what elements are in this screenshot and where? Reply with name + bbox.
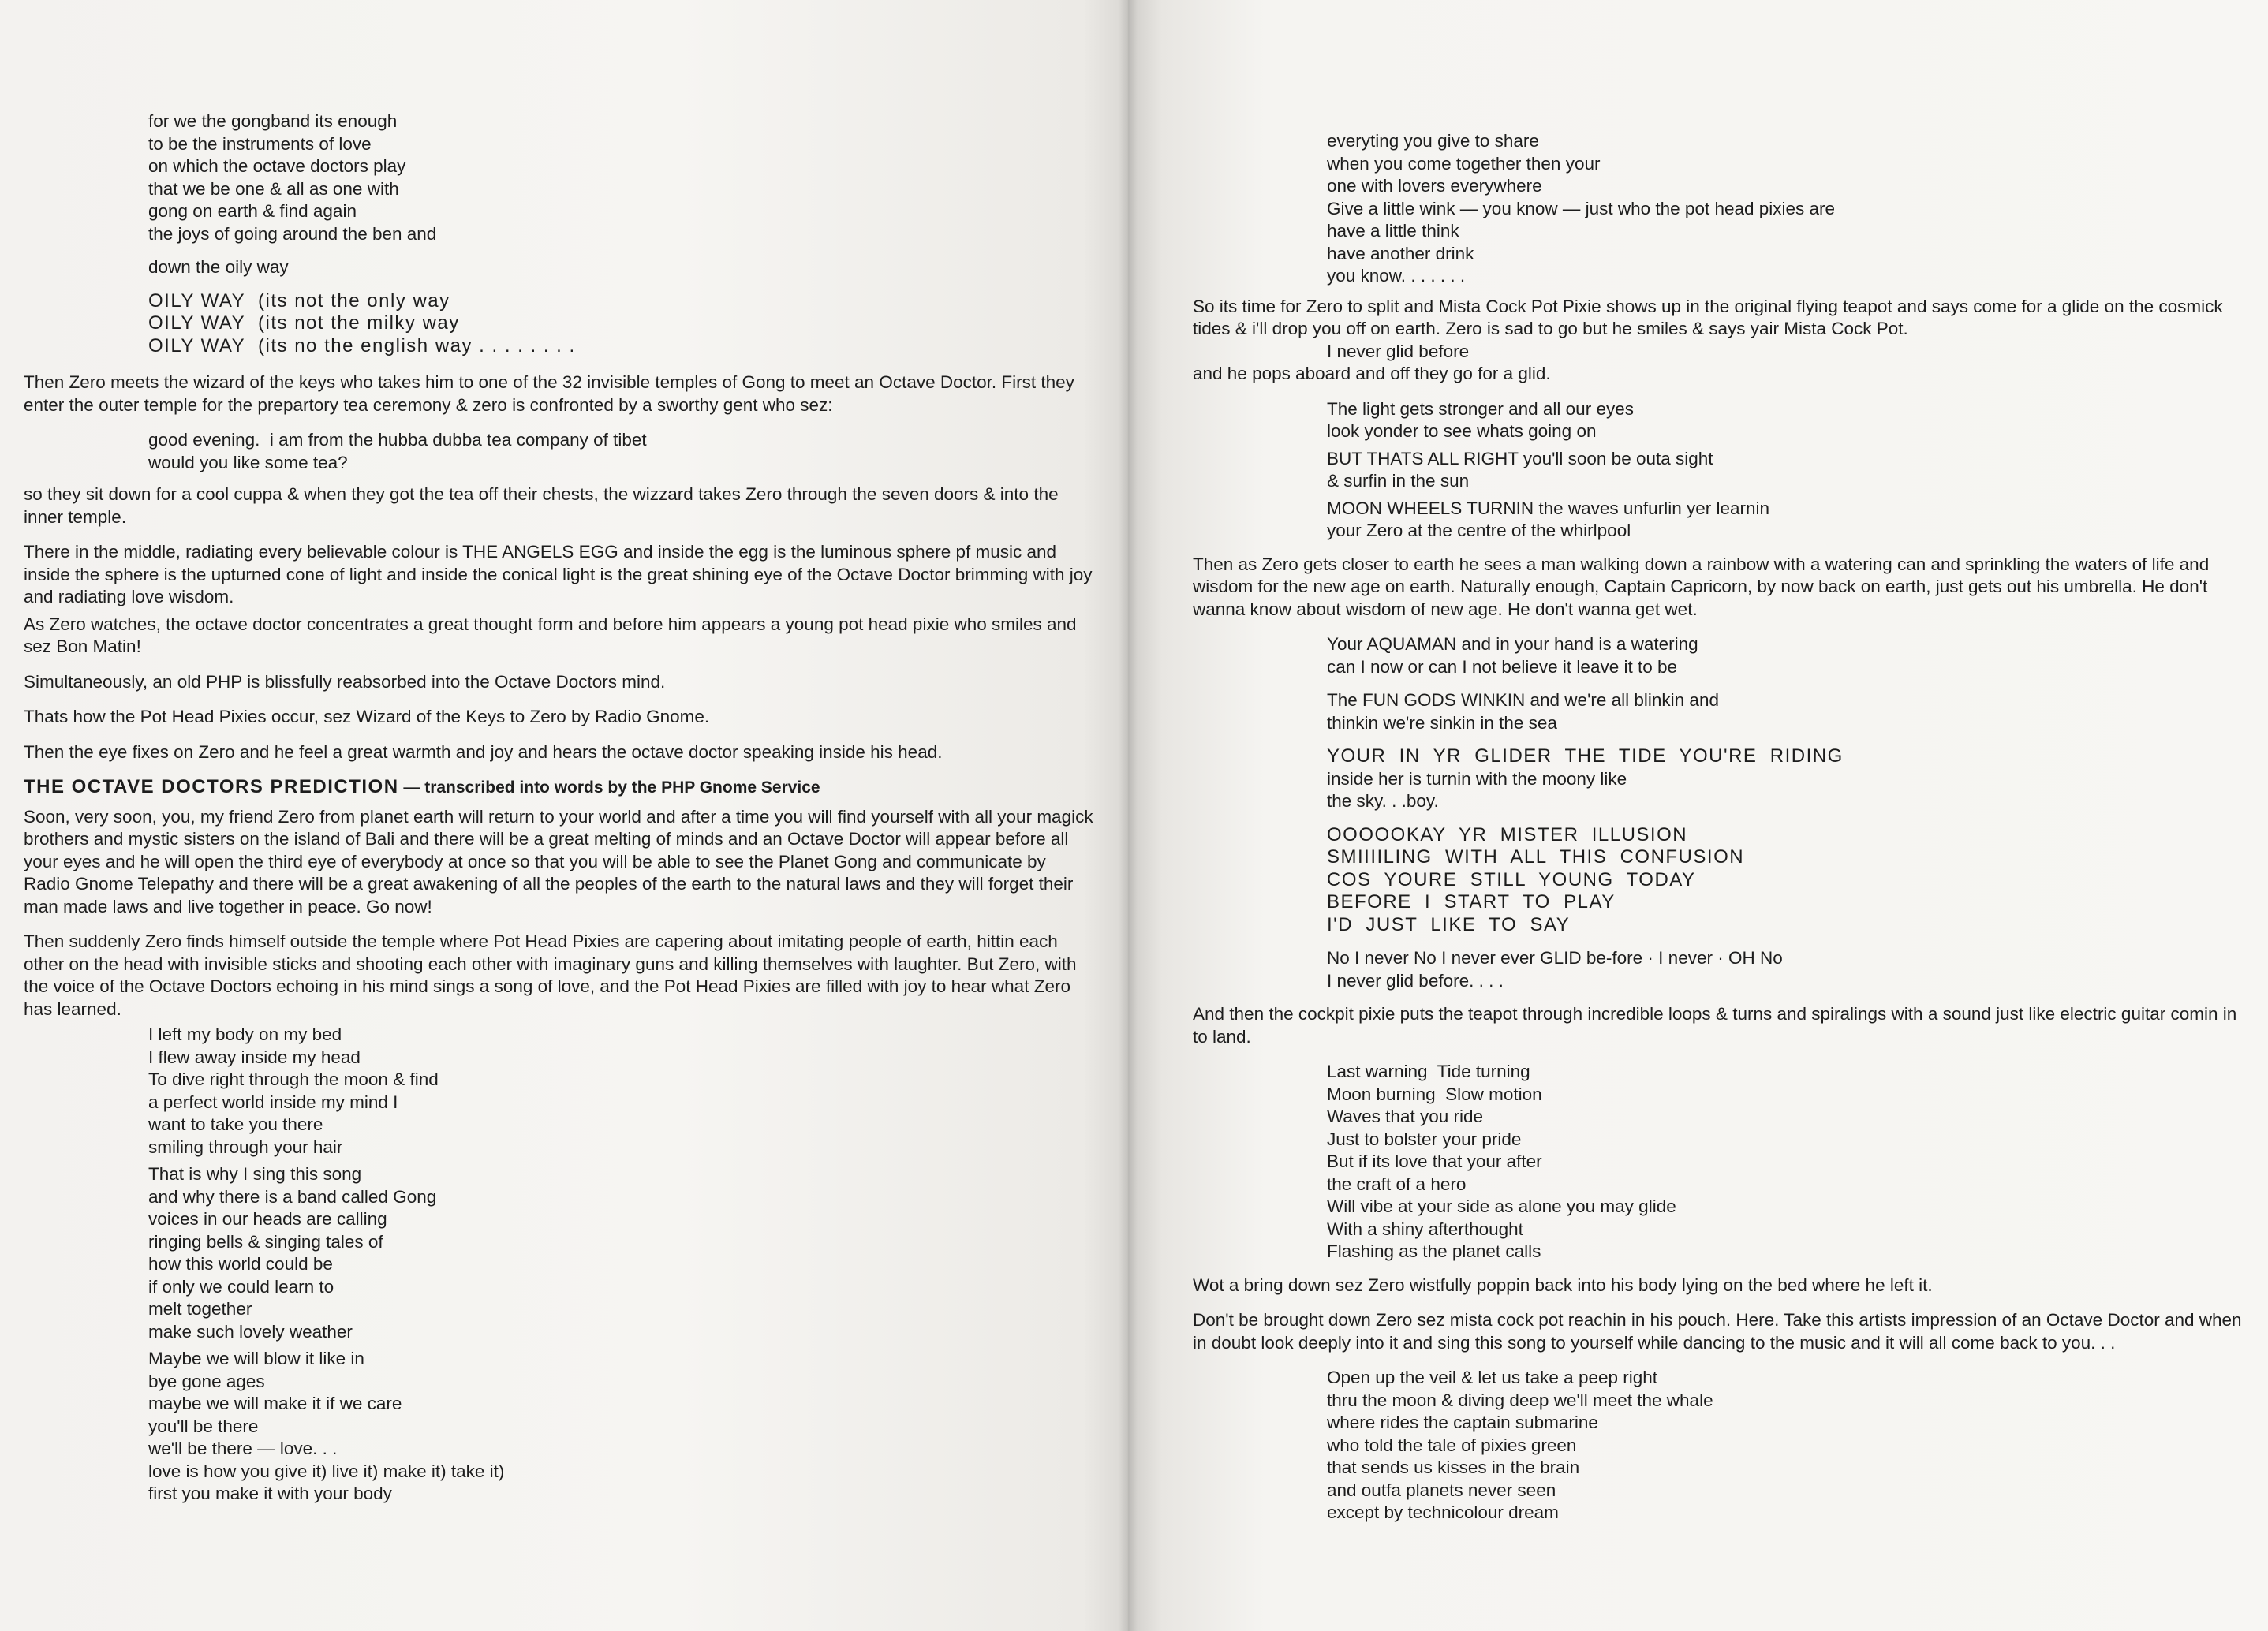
- para-wizard: Then Zero meets the wizard of the keys who takes him to one of the 32 invisible temples of Gong to meet an Octave Doctor. First they enter the outer temple for the prepartory tea ceremony & zero is confronted by a sworthy gent who sez:: [24, 372, 1074, 415]
- verse-gongband-line: on which the octave doctors play: [148, 156, 406, 176]
- verse-aquaman-line: Your AQUAMAN and in your hand is a watering: [1327, 634, 1698, 654]
- song-verse-2-line: and why there is a band called Gong: [148, 1186, 437, 1207]
- verse-warning-line: But if its love that your after: [1327, 1151, 1542, 1171]
- verse-oily-way-line: OILY WAY (its not the only way: [148, 289, 450, 312]
- verse-gongband-line: for we the gongband its enough: [148, 111, 398, 131]
- verse-warning-line: the craft of a hero: [1327, 1174, 1467, 1194]
- verse-share: [1327, 130, 2250, 288]
- song-verse-3-line: bye gone ages: [148, 1371, 265, 1391]
- tea-quote-line: good evening. i am from the hubba dubba tea company of tibet: [148, 430, 647, 450]
- verse-veil-line: and outfa planets never seen: [1327, 1480, 1556, 1500]
- song-verse-3-line: love is how you give it) live it) make it) take it): [148, 1461, 505, 1481]
- left-page-content: [24, 110, 1097, 1517]
- verse-gongband-line: gong on earth & find again: [148, 201, 357, 221]
- verse-fungods-line: thinkin we're sinkin in the sea: [1327, 712, 1557, 733]
- verse-warning-line: Last warning Tide turning: [1327, 1062, 1530, 1081]
- verse-gongband-line: to be the instruments of love: [148, 133, 372, 154]
- verse-fungods: [1327, 689, 2250, 734]
- song-verse-1: [148, 1024, 1097, 1159]
- song-verse-1-line: smiling through your hair: [148, 1136, 343, 1157]
- verse-light-b: [1327, 448, 2250, 493]
- verse-aquaman-line: can I now or can I not believe it leave it to be: [1327, 656, 1678, 677]
- song-verse-3-line: Maybe we will blow it like in: [148, 1349, 364, 1368]
- verse-glider-lines-line: inside her is turnin with the moony like: [1327, 768, 1627, 789]
- verse-oily-way: [148, 290, 1097, 358]
- verse-share-line: have a little think: [1327, 221, 1459, 241]
- para-thats: Thats how the Pot Head Pixies occur, sez Wizard of the Keys to Zero by Radio Gnome.: [24, 707, 710, 726]
- verse-light-c-line: MOON WHEELS TURNIN the waves unfurlin yer learnin: [1327, 498, 1770, 518]
- verse-never: [1327, 947, 2250, 992]
- verse-warning-line: With a shiny afterthought: [1327, 1219, 1523, 1239]
- para-dontbe: Don't be brought down Zero sez mista cock pot reachin in his pouch. Here. Take this artists impression of an Octave Doctor and when in doubt look deeply into it and sing this song to yourself while dancing to the music and it will all come back to you. . .: [1193, 1310, 2242, 1353]
- verse-illusion-line: BEFORE I START TO PLAY: [1327, 891, 1616, 913]
- verse-veil-line: thru the moon & diving deep we'll meet the whale: [1327, 1390, 1713, 1410]
- song-verse-2-line: if only we could learn to: [148, 1276, 334, 1297]
- verse-glider-caps: YOUR IN YR GLIDER THE TIDE YOU'RE RIDING: [1327, 745, 1844, 767]
- verse-share-line: Give a little wink — you know — just who the pot head pixies are: [1327, 198, 1836, 218]
- glid-quote: I never glid before: [1327, 341, 1470, 361]
- para-thought: As Zero watches, the octave doctor concentrates a great thought form and before him appears a young pot head pixie who smiles and sez Bon Matin!: [24, 614, 1077, 656]
- verse-illusion-line: OOOOOKAY YR MISTER ILLUSION: [1327, 823, 1688, 845]
- binding-gutter: [1119, 0, 1138, 1631]
- verse-illusion: [1327, 824, 2250, 937]
- verse-oily-way-line: OILY WAY (its no the english way . . . . . . . .: [148, 334, 576, 356]
- song-verse-2-line: ringing bells & singing tales of: [148, 1231, 383, 1252]
- tea-quote-line: would you like some tea?: [148, 452, 348, 472]
- verse-light-c-line: your Zero at the centre of the whirlpool: [1327, 521, 1631, 540]
- verse-light-a-line: The light gets stronger and all our eyes: [1327, 398, 1634, 419]
- song-verse-2-line: make such lovely weather: [148, 1321, 353, 1342]
- song-verse-2-line: voices in our heads are calling: [148, 1209, 387, 1229]
- song-verse-1-line: I left my body on my bed: [148, 1025, 342, 1044]
- verse-aquaman: [1327, 633, 2250, 678]
- verse-veil-line: who told the tale of pixies green: [1327, 1435, 1577, 1455]
- verse-light-a: [1327, 398, 2250, 443]
- verse-share-line: you know. . . . . . .: [1327, 266, 1466, 286]
- verse-warning-line: Will vibe at your side as alone you may glide: [1327, 1196, 1676, 1216]
- song-verse-1-line: To dive right through the moon & find: [148, 1069, 439, 1089]
- para-rainbow: Then as Zero gets closer to earth he sees a man walking down a rainbow with a watering can and sprinkling the waters of life and wisdom for the new age on earth. Naturally enough, Captain Capricorn, by now back on earth, just gets out his umbrella. He don't wanna know about wisdom of new age. He don't wanna get wet.: [1193, 554, 2210, 619]
- verse-gongband-line: that we be one & all as one with: [148, 178, 399, 199]
- verse-glider: [1327, 745, 2250, 813]
- verse-share-line: one with lovers everywhere: [1327, 176, 1542, 196]
- song-verse-2-line: That is why I sing this song: [148, 1164, 362, 1184]
- tea-quote: [148, 429, 1097, 474]
- verse-light-a-line: look yonder to see whats going on: [1327, 421, 1597, 441]
- para-eye: Then the eye fixes on Zero and he feel a great warmth and joy and hears the octave doctor speaking inside his head.: [24, 741, 943, 762]
- para-cuppa: so they sit down for a cool cuppa & when they got the tea off their chests, the wizzard takes Zero through the seven doors & into the inner temple.: [24, 484, 1059, 527]
- verse-warning-line: Moon burning Slow motion: [1327, 1084, 1542, 1104]
- verse-gongband-line: the joys of going around the ben and: [148, 223, 437, 244]
- verse-light-b-line: BUT THATS ALL RIGHT you'll soon be outa sight: [1327, 448, 1713, 468]
- para-outside: Then suddenly Zero finds himself outside the temple where Pot Head Pixies are capering about imitating people of earth, hittin each other on the head with invisible sticks and shooting each other with imaginary guns and killing themselves with laughter. But Zero, with the voice of the Octave Doctors echoing in his mind sings a song of love, and the Pot Head Pixies are filled with joy to hear what Zero has learned.: [24, 931, 1077, 1019]
- verse-light-b-line: & surfin in the sun: [1327, 471, 1470, 491]
- verse-oily-way-line: OILY WAY (its not the milky way: [148, 312, 460, 334]
- song-verse-1-line: I flew away inside my head: [148, 1047, 361, 1067]
- verse-never-line: I never glid before. . . .: [1327, 970, 1504, 991]
- left-page: [0, 0, 1128, 1631]
- prediction-heading-subtitle: — transcribed into words by the PHP Gnome Service: [398, 778, 820, 797]
- song-verse-2-line: melt together: [148, 1299, 252, 1319]
- prediction-heading-title: THE OCTAVE DOCTORS PREDICTION: [24, 776, 399, 797]
- para-cockpit: And then the cockpit pixie puts the teapot through incredible loops & turns and spiralings with a sound just like electric guitar comin in to land.: [1193, 1004, 2237, 1047]
- verse-glider-lines: [1327, 768, 2250, 813]
- song-verse-3-line: maybe we will make it if we care: [148, 1394, 402, 1413]
- para-bringdown: Wot a bring down sez Zero wistfully poppin back into his body lying on the bed where he left it.: [1193, 1275, 1933, 1295]
- right-page: [1128, 0, 2268, 1631]
- verse-veil-line: where rides the captain submarine: [1327, 1413, 1598, 1432]
- verse-warning: [1327, 1061, 2250, 1263]
- verse-illusion-line: SMIIIILING WITH ALL THIS CONFUSION: [1327, 846, 1745, 868]
- song-verse-2: [148, 1163, 1097, 1343]
- song-verse-3-line: you'll be there: [148, 1416, 259, 1436]
- para-egg: There in the middle, radiating every believable colour is THE ANGELS EGG and inside the egg is the luminous sphere pf music and inside the sphere is the upturned cone of light and inside the conical light is the great shining eye of the Octave Doctor brimming with joy and radiating love wisdom.: [24, 542, 1093, 606]
- verse-share-line: have another drink: [1327, 243, 1474, 263]
- song-verse-1-line: want to take you there: [148, 1114, 323, 1134]
- verse-glider-lines-line: the sky. . .boy.: [1327, 791, 1439, 811]
- para-prediction: Soon, very soon, you, my friend Zero from planet earth will return to your world and after a time you will find yourself with all your magick brothers and mystic sisters on the island of Bali and there will be a great melting of minds and an Octave Doctor will appear before all your eyes and he will open the third eye of everybody at once so that you will be able to see the Planet Gong and communicate by Radio Gnome Telepathy and there will be a great awakening of all the peoples of the earth to the natural laws and they will forget their man made laws and live together in peace. Go now!: [24, 806, 1093, 916]
- verse-veil-line: except by technicolour dream: [1327, 1502, 1559, 1522]
- verse-fungods-line: The FUN GODS WINKIN and we're all blinkin and: [1327, 690, 1719, 710]
- para-php: Simultaneously, an old PHP is blissfully reabsorbed into the Octave Doctors mind.: [24, 671, 666, 692]
- song-verse-3-line: first you make it with your body: [148, 1484, 392, 1503]
- verse-illusion-line: COS YOURE STILL YOUNG TODAY: [1327, 868, 1696, 890]
- para-split: So its time for Zero to split and Mista Cock Pot Pixie shows up in the original flying teapot and says come for a glide on the cosmick tides & i'll drop you off on earth. Zero is sad to go but he smiles & says yair Mista Cock Pot.: [1193, 296, 2223, 338]
- verse-share-line: when you come together then your: [1327, 153, 1601, 174]
- song-verse-2-line: how this world could be: [148, 1254, 333, 1274]
- prediction-heading: [24, 776, 1097, 800]
- verse-warning-line: Just to bolster your pride: [1327, 1129, 1522, 1149]
- verse-veil-line: Open up the veil & let us take a peep right: [1327, 1368, 1658, 1387]
- oily-intro: down the oily way: [148, 257, 289, 277]
- verse-never-line: No I never No I never ever GLID be-fore · I never · OH No: [1327, 948, 1783, 968]
- verse-share-line: everyting you give to share: [1327, 131, 1539, 151]
- verse-warning-line: Flashing as the planet calls: [1327, 1241, 1541, 1261]
- verse-light-c: [1327, 498, 2250, 543]
- para-pops: and he pops aboard and off they go for a glid.: [1193, 364, 1551, 383]
- song-verse-1-line: a perfect world inside my mind I: [148, 1092, 398, 1112]
- verse-veil: [1327, 1367, 2250, 1525]
- verse-gongband: [148, 110, 1097, 245]
- song-verse-3-line: we'll be there — love. . .: [148, 1439, 338, 1458]
- verse-illusion-line: I'D JUST LIKE TO SAY: [1327, 913, 1571, 935]
- song-verse-3: [148, 1348, 1097, 1506]
- verse-veil-line: that sends us kisses in the brain: [1327, 1457, 1580, 1477]
- verse-warning-line: Waves that you ride: [1327, 1107, 1484, 1126]
- right-page-content: [1193, 130, 2250, 1536]
